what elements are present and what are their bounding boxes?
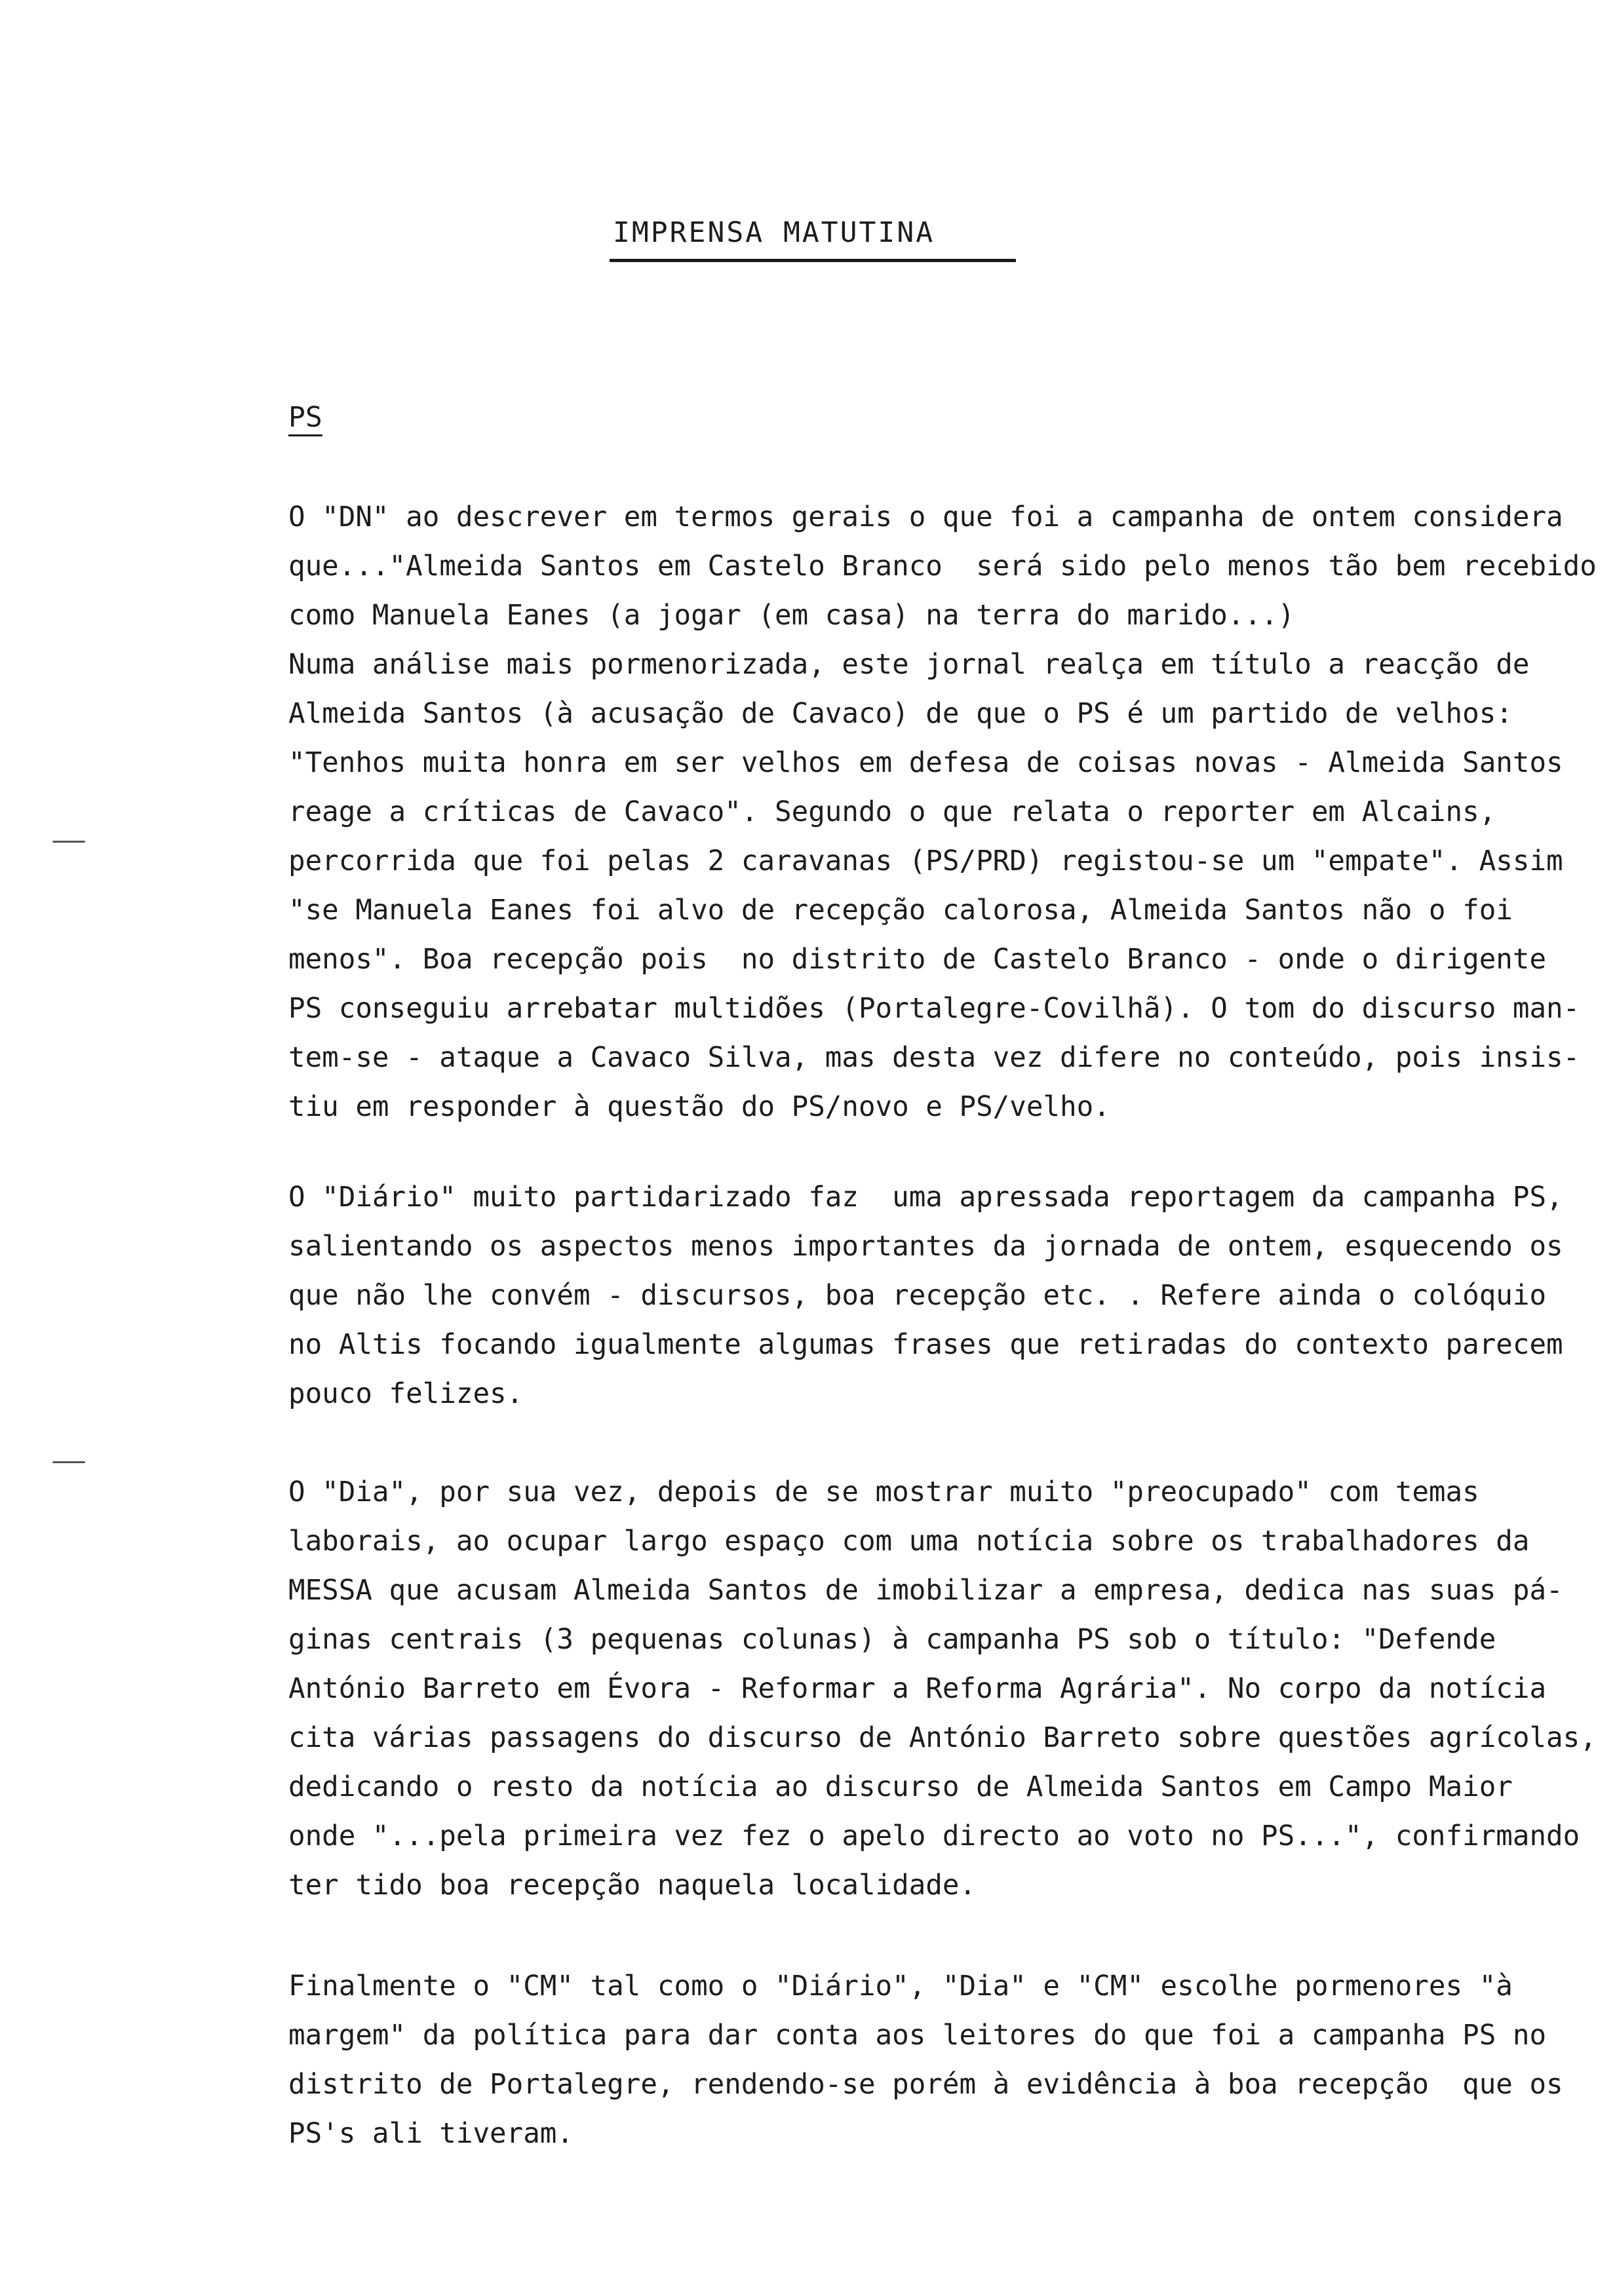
text-line: laborais, ao ocupar largo espaço com uma notícia sobre os trabalhadores da xyxy=(288,1525,1530,1558)
text-line: Numa análise mais pormenorizada, este jornal realça em título a reacção de xyxy=(288,649,1530,681)
text-line: António Barreto em Évora - Reformar a Reforma Agrária". No corpo da notícia xyxy=(288,1673,1547,1705)
text-line: reage a críticas de Cavaco". Segundo o que relata o reporter em Alcains, xyxy=(288,796,1496,828)
text-line: ginas centrais (3 pequenas colunas) à campanha PS sob o título: "Defende xyxy=(288,1624,1496,1656)
text-line: salientando os aspectos menos importantes da jornada de ontem, esquecendo os xyxy=(288,1231,1563,1263)
text-line: onde "...pela primeira vez fez o apelo directo ao voto no PS...", confirmando xyxy=(288,1820,1580,1852)
paragraph-dia xyxy=(288,1468,1597,1910)
text-line: como Manuela Eanes (a jogar (em casa) na terra do marido...) xyxy=(288,600,1295,632)
text-line: menos". Boa recepção pois no distrito de Castelo Branco - onde o dirigente xyxy=(288,944,1547,976)
text-line: que..."Almeida Santos em Castelo Branco será sido pelo menos tão bem recebido xyxy=(288,550,1597,583)
text-line: tiu em responder à questão do PS/novo e PS/velho. xyxy=(288,1091,1110,1123)
text-line: PS's ali tiveram. xyxy=(288,2118,574,2150)
text-line: distrito de Portalegre, rendendo-se porém à evidência à boa recepção que os xyxy=(288,2069,1563,2101)
text-line: dedicando o resto da notícia ao discurso de Almeida Santos em Campo Maior xyxy=(288,1771,1513,1803)
section-heading: PS xyxy=(288,401,322,434)
text-line: que não lhe convém - discursos, boa recepção etc. . Refere ainda o colóquio xyxy=(288,1280,1547,1312)
text-line: Almeida Santos (à acusação de Cavaco) de que o PS é um partido de velhos: xyxy=(288,698,1513,730)
text-line: O "Dia", por sua vez, depois de se mostrar muito "preocupado" com temas xyxy=(288,1476,1479,1508)
text-line: "se Manuela Eanes foi alvo de recepção calorosa, Almeida Santos não o foi xyxy=(288,894,1513,927)
title-underline xyxy=(610,259,1016,262)
text-line: Finalmente o "CM" tal como o "Diário", "Dia" e "CM" escolhe pormenores "à xyxy=(288,1970,1513,2002)
text-line: ter tido boa recepção naquela localidade. xyxy=(288,1869,977,1902)
paragraph-dn xyxy=(288,493,1597,1132)
text-line: O "DN" ao descrever em termos gerais o que foi a campanha de ontem considera xyxy=(288,501,1563,533)
text-line: margem" da política para dar conta aos leitores do que foi a campanha PS no xyxy=(288,2019,1547,2052)
margin-mark xyxy=(52,1461,85,1463)
text-line: cita várias passagens do discurso de António Barreto sobre questões agrícolas, xyxy=(288,1722,1597,1754)
paragraph-cm xyxy=(288,1962,1593,2158)
text-line: PS conseguiu arrebatar multidões (Portalegre-Covilhã). O tom do discurso man- xyxy=(288,993,1580,1025)
text-line: tem-se - ataque a Cavaco Silva, mas desta vez difere no conteúdo, pois insis- xyxy=(288,1042,1580,1074)
text-line: "Tenhos muita honra em ser velhos em defesa de coisas novas - Almeida Santos xyxy=(288,747,1563,779)
text-line: pouco felizes. xyxy=(288,1378,524,1410)
text-line: O "Diário" muito partidarizado faz uma apressada reportagem da campanha PS, xyxy=(288,1181,1563,1214)
text-line: no Altis focando igualmente algumas frases que retiradas do contexto parecem xyxy=(288,1329,1563,1361)
text-line: MESSA que acusam Almeida Santos de imobilizar a empresa, dedica nas suas pá- xyxy=(288,1575,1563,1607)
paragraph-diario xyxy=(288,1173,1593,1419)
margin-mark xyxy=(52,841,85,843)
page-title: IMPRENSA MATUTINA xyxy=(613,216,935,249)
text-line: percorrida que foi pelas 2 caravanas (PS/PRD) registou-se um "empate". Assim xyxy=(288,845,1563,877)
